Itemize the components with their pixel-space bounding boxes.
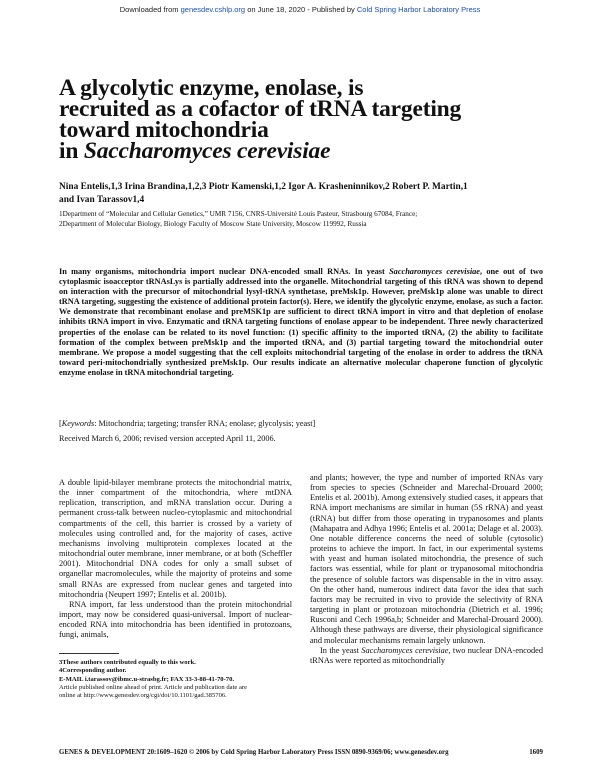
author-list: [59, 181, 559, 206]
footnote-corresponding: 4Corresponding author.: [59, 667, 127, 675]
title-species: Saccharomyces cerevisiae: [83, 138, 331, 164]
abstract-species: Saccharomyces cerevisiae: [389, 267, 480, 276]
publisher-link[interactable]: Cold Spring Harbor Laboratory Press: [356, 5, 481, 14]
abstract-body: , one out of two cytoplasmic isoacceptor tRNAsLys is partially addressed into the organelle. Mitochondrial targeting of this tRNA was shown to depend on interaction with the precursor of mitochondrial lysyl-tRNA synthetase, preMsk1p. However, preMsk1p alone was unable to direct tRNA targeting, suggesting the existence of additional protein factor(s). Here, we identify the glycolytic enzyme, enolase, as such a factor. We demonstrate that recombinant enolase and preMSK1p are sufficient to direct tRNA import in vitro and that depletion of enolase inhibits tRNA import in vivo. Enzymatic and tRNA targeting functions of enolase appear to be independent. Three newly characterized properties of the enolase can be related to its novel function: (1) specific affinity to the imported tRNA, (2) the ability to facilitate formation of the complex between preMsk1p and the imported tRNA, and (3) partial targeting toward the mitochondrial outer membrane. We propose a model suggesting that the cell exploits mitochondrial targeting of the enolase in order to address the tRNA toward peri-mitochondrially synthesized preMsk1p. Our results indicate an alternative molecular chaperone function of glycolytic enzyme enolase in tRNA mitochondrial targeting.: [59, 267, 544, 377]
body-paragraph-2: RNA import, far less understood than the protein mitochondrial import, may now be considered quasi-universal. Import of nuclear-encoded RNA into mitochondria has been identified in protozoans, fungi, animals,: [59, 599, 292, 640]
author-line-2: and Ivan Tarassov1,4: [59, 194, 145, 205]
footnote-divider: [59, 653, 119, 654]
author-line-1: Nina Entelis,1,3 Irina Brandina,1,2,3 Piotr Kamenski,1,2 Igor A. Krasheninnikov,2 Robert P. Martin,1: [59, 182, 468, 192]
keywords: [Keywords: Mitochondria; targeting; transfer RNA; enolase; glycolysis; yeast]: [59, 419, 316, 428]
keywords-list: : Mitochondria; targeting; transfer RNA; enolase; glycolysis; yeast]: [94, 419, 316, 428]
footnote-email: E-MAIL i.tarassov@ibmc.u-strasbg.fr; FAX 33-3-88-41-70-70.: [59, 675, 235, 683]
title-line-3: toward mitochondria: [59, 117, 269, 143]
download-banner: [0, 5, 600, 14]
body-paragraph-1: A double lipid-bilayer membrane protects the mitochondrial matrix, the inner compartment of the mitochondria, where mtDNA replication, transcription, and mRNA translation occur. During a permanent cross-talk between nucleo-cytoplasmic and mitochondrial compartments of the cell, this barrier is crossed by a variety of molecules using controlled and, for the majority of cases, active mechanisms involving multiprotein complexes located at the mitochondrial outer membrane, inner membrane, or at both (Scheffler 2001). Mitochondrial DNA codes for only a small subset of organellar macromolecules, while the majority of proteins and some small RNAs are expressed from nuclear genes and targeted into mitochondria (Neupert 1997; Entelis et al. 2001b).: [59, 478, 292, 599]
abstract-intro: In many organisms, mitochondria import nuclear DNA-encoded small RNAs. In yeast: [59, 267, 390, 276]
body-column-right: [310, 473, 543, 666]
page-number: 1609: [529, 749, 543, 756]
paragraph-4-species: Saccharomyces cerevisiae: [361, 645, 449, 655]
title-line-2: recruited as a cofactor of tRNA targeting: [59, 96, 462, 122]
footnote-article-line-2: online at http://www.genesdev.org/cgi/doi/10.1101/gad.385706.: [59, 692, 227, 700]
title-line-1: A glycolytic enzyme, enolase, is: [59, 75, 364, 101]
title-line-4-prefix: in: [59, 138, 84, 164]
affiliation-1: 1Department of “Molecular and Cellular Genetics,” UMR 7156, CNRS-Université Louis Pasteur, Strasbourg 67084, France;: [59, 210, 418, 218]
received-dates: Received March 6, 2006; revised version accepted April 11, 2006.: [59, 434, 276, 443]
banner-prefix: Downloaded from: [119, 5, 181, 14]
page-footer: [59, 749, 543, 759]
footnotes: [59, 659, 292, 700]
body-paragraph-3: and plants; however, the type and number of imported RNAs vary from species to species (Schneider and Marechal-Drouard 2000; Entelis et al. 2001b). Among extensively studied cases, it appears that RNA import mechanisms are similar in human (5S rRNA) and yeast (tRNA) but differ from those operating in trypanosomes and plants (Mahapatra and Adhya 1996; Entelis et al. 2001a; Delage et al. 2003). One notable difference concerns the need of soluble (cytosolic) proteins to achieve the import. In fact, in our experimental systems with yeast and human isolated mitochondria, the presence of such factors was essential, while for plant or trypanosomal mitochondria the presence of soluble factors was dispensable in the in vitro assay. On the other hand, numerous indirect data favor the idea that such factors may be recruited in vivo to provide the selectivity of RNA targeting in plant or protozoan mitochondria (Dietrich et al. 1996; Rusconi and Cech 1996a,b; Schneider and Marechal-Drouard 2000). Although these pathways are diverse, their physiological significance and molecular mechanisms remain largely unknown.: [310, 473, 543, 645]
site-link[interactable]: genesdev.cshlp.org: [180, 5, 246, 14]
affiliation-2: 2Department of Molecular Biology, Biology Faculty of Moscow State University, Moscow 119992, Russia: [59, 220, 367, 228]
paragraph-4-body: , two nuclear DNA-encoded tRNAs were reported as mitochondrially: [310, 645, 543, 665]
body-column-left: [59, 478, 292, 641]
journal-citation: GENES & DEVELOPMENT 20:1609–1620 © 2006 by Cold Spring Harbor Laboratory Press ISSN 0890-9369/06; www.genesdev.org: [59, 749, 449, 756]
abstract: [59, 267, 543, 378]
footnote-equal-contribution: 3These authors contributed equally to this work.: [59, 659, 196, 666]
banner-middle: on June 18, 2020 - Published by: [245, 5, 357, 14]
keywords-label: Keywords: [61, 419, 95, 428]
article-title: [59, 75, 559, 164]
affiliations: [59, 209, 559, 229]
body-paragraph-4: [310, 646, 543, 666]
paragraph-4-intro: In the yeast: [320, 645, 362, 655]
footnote-article-line-1: Article published online ahead of print. Article and publication date are: [59, 683, 248, 691]
